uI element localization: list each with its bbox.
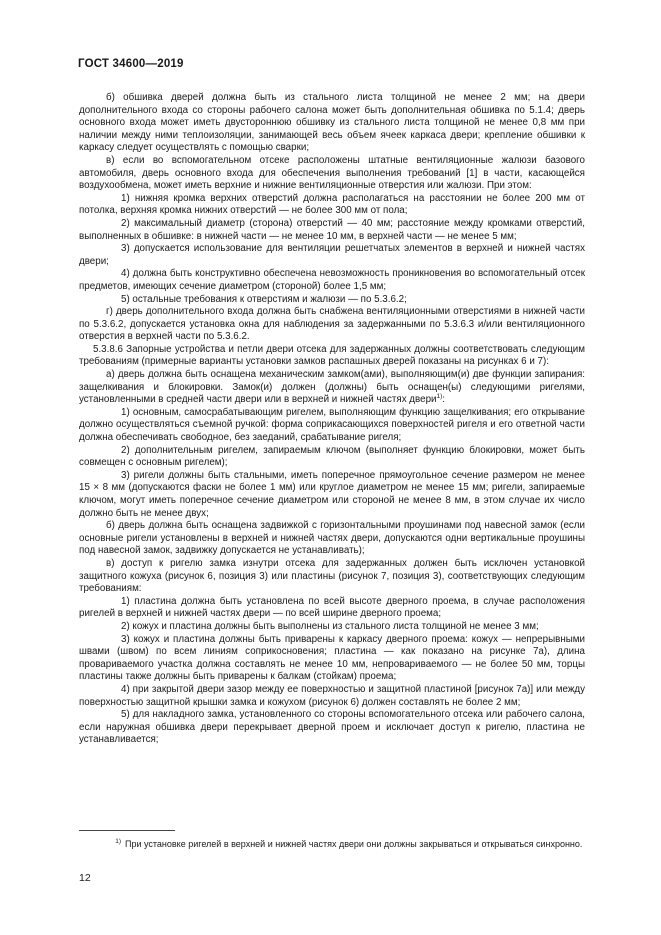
- paragraph: [79, 92, 585, 155]
- document-header: ГОСТ 34600—2019: [78, 58, 184, 70]
- paragraph: [79, 407, 585, 445]
- paragraph-text: в) доступ к ригелю замка изнутри отсека для задержанных должен быть исключен установкой защитного кожуха (рисунок 6, позиция 3) или пластины (рисунок 7, позиция 3), соответствующих следующим требованиям:: [79, 557, 585, 595]
- page-number: 12: [79, 872, 91, 884]
- paragraph-text: 3) кожух и пластина должны быть приварены к каркасу дверного проема: кожух — непрерывными швами (швом) по всем линиям соприкосновения; пластина — как показано на рисунке 7а), длина провариваемого участка должна составлять не менее 10 мм, непровариваемого — не более 50 мм, торцы пластины также должны быть приварены к балкам (стойкам) проема;: [79, 633, 585, 683]
- paragraph: [79, 621, 585, 634]
- paragraph: [79, 294, 585, 307]
- paragraph: [79, 558, 585, 596]
- document-body: [79, 92, 585, 747]
- paragraph-text: 4) должна быть конструктивно обеспечена невозможность проникновения во вспомогательный отсек предметов, имеющих сечение диаметром (стороной) более 1,5 мм;: [79, 268, 585, 292]
- footnote: [79, 838, 585, 850]
- paragraph: [79, 369, 585, 407]
- footnote-divider: [79, 830, 175, 831]
- footnote-reference: 1): [436, 393, 443, 401]
- paragraph-text: 1) нижняя кромка верхних отверстий должна располагаться на расстоянии не более 200 мм от потолка, верхняя кромка нижних отверстий — не более 300 мм от пола;: [79, 192, 585, 217]
- paragraph: [79, 344, 585, 369]
- paragraph-text: 5.3.8.6 Запорные устройства и петли двери отсека для задержанных должны соответствовать следующим требованиям (примерные варианты установки замков распашных дверей показаны на рисунках 6 и 7):: [79, 343, 585, 368]
- paragraph-text: 5) остальные требования к отверстиям и жалюзи — по 5.3.6.2;: [121, 293, 407, 305]
- paragraph: [79, 520, 585, 558]
- paragraph-text: 1) основным, самосрабатывающим ригелем, выполняющим функцию защелкивания; его открывание должно осуществляться съемной ручкой: форма соприкасающихся поверхностей ригеля и его ответной части должна обеспечивать свободное, без заеданий, срабатывание ригеля;: [79, 406, 585, 444]
- paragraph-text: 3) ригели должны быть стальными, иметь поперечное прямоугольное сечение размером не менее 15 × 8 мм (допускаются фаски не более 1 мм) или круглое диаметром не менее 15 мм; ригели, запираемые ключом, могут иметь поперечное сечение диаметром или стороной не менее 8 мм, в этом случае их число должно быть не менее двух;: [79, 469, 585, 519]
- paragraph-text: 2) максимальный диаметр (сторона) отверстий — 40 мм; расстояние между кромками отверстий, выполненных в обшивке: в нижней части — не менее 10 мм, в верхней части — не менее 5 мм;: [79, 217, 585, 242]
- footnote-mark: 1): [115, 838, 121, 845]
- paragraph-text: в) если во вспомогательном отсеке расположены штатные вентиляционные жалюзи базового автомобиля, дверь основного входа для обеспечения выполнения требований [1] в части, касающейся воздухообмена, может иметь верхние и нижние вентиляционные отверстия или жалюзи. При этом:: [79, 154, 585, 192]
- paragraph: [79, 709, 585, 747]
- paragraph-text: б) дверь должна быть оснащена задвижкой с горизонтальными проушинами под навесной замок (если основные ригели установлены в верхней и нижней частях двери, допускаются одни вертикальные проушины под навесной замок, задвижку допускается не устанавливать);: [79, 520, 585, 557]
- paragraph-text: 1) пластина должна быть установлена по всей высоте дверного проема, в случае расположения ригелей в верхней и нижней частях двери — по всей ширине дверного проема;: [79, 595, 585, 620]
- paragraph: [79, 634, 585, 684]
- paragraph: [79, 193, 585, 218]
- paragraph: [79, 306, 585, 344]
- paragraph: [79, 268, 585, 293]
- paragraph-tail: :: [442, 394, 446, 406]
- paragraph-text: 2) дополнительным ригелем, запираемым ключом (выполняет функцию блокировки, может быть совмещен с основным ригелем);: [79, 444, 585, 469]
- paragraph: [79, 218, 585, 243]
- paragraph: [79, 155, 585, 193]
- paragraph-text: 2) кожух и пластина должны быть выполнены из стального листа толщиной не менее 3 мм;: [121, 620, 539, 632]
- paragraph-text: 4) при закрытой двери зазор между ее поверхностью и защитной пластиной [рисунок 7а)] или между поверхностью защитной крышки замка и кожухом (рисунок 6) должен составлять не более 2 мм;: [79, 683, 585, 708]
- paragraph: [79, 243, 585, 268]
- paragraph-text: 5) для накладного замка, установленного со стороны вспомогательного отсека или рабочего салона, если наружная обшивка двери перекрывает дверной проем и исключает доступ к ригелю, пластина не устанавливается;: [79, 709, 585, 746]
- paragraph-text: 3) допускается использование для вентиляции решетчатых элементов в верхней и нижней частях двери;: [79, 243, 585, 267]
- paragraph: [79, 445, 585, 470]
- paragraph: [79, 470, 585, 520]
- footnote-text: При установке ригелей в верхней и нижней частях двери они должны закрываться и открываться синхронно.: [125, 839, 583, 849]
- paragraph: [79, 596, 585, 621]
- paragraph: [79, 684, 585, 709]
- paragraph-text: г) дверь дополнительного входа должна быть снабжена вентиляционными отверстиями в нижней части по 5.3.6.2, допускается установка окна для наблюдения за задержанными по 5.3.6.3 и/или вентиляционного отверстия в верхней части по 5.3.6.2.: [79, 306, 585, 343]
- paragraph-text: а) дверь должна быть оснащена механическим замком(ами), выполняющим(и) две функции запирания: защелкивания и блокировки. Замок(и) должен (должны) быть оснащен(ы) следующими ригелями, установленными в средней части двери или в верхней и нижней частях двери: [79, 369, 585, 406]
- paragraph-text: б) обшивка дверей должна быть из стального листа толщиной не менее 2 мм; на двери дополнительного входа со стороны рабочего салона может быть дополнительная обшивка по 5.1.4; дверь основного входа может иметь двустороннюю обшивку из стального листа толщиной не менее 0,8 мм при наличии между ними теплоизоляции, занимающей весь объем ячеек каркаса двери; крепление обшивки к каркасу следует осуществлять с помощью сварки;: [79, 92, 585, 154]
